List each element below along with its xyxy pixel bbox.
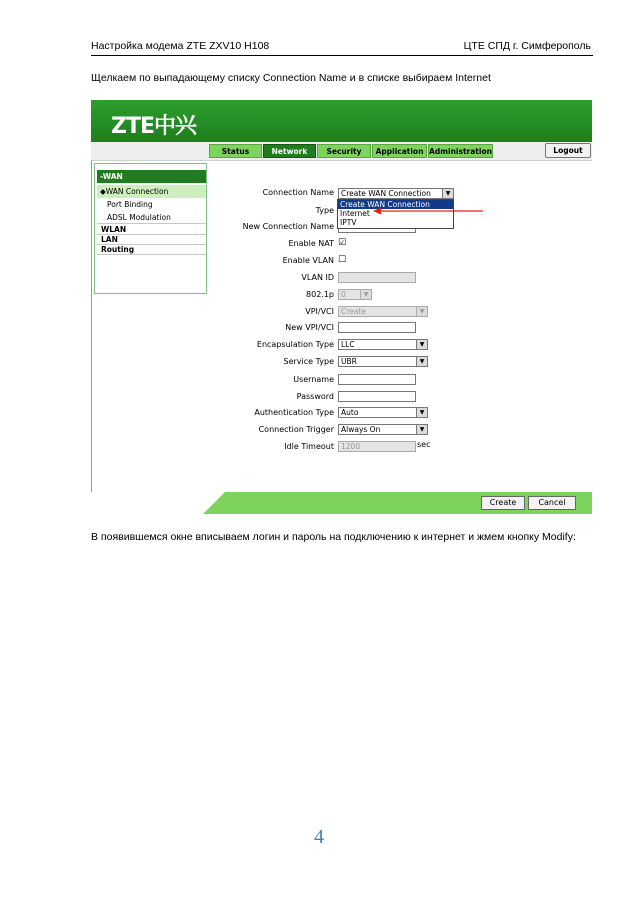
dropdown-option-internet[interactable]: Internet xyxy=(340,209,370,218)
chevron-down-icon[interactable]: ▼ xyxy=(416,408,427,417)
tab-administration[interactable]: Administration xyxy=(428,144,493,158)
encapsulation-type-label: Encapsulation Type xyxy=(256,340,334,349)
sidebar-item-routing[interactable]: Routing xyxy=(97,245,206,255)
page-number: 4 xyxy=(314,826,324,848)
sidebar-item-lan[interactable]: LAN xyxy=(97,235,206,245)
chevron-down-icon[interactable]: ▼ xyxy=(416,357,427,366)
encapsulation-type-value: LLC xyxy=(341,340,355,349)
left-rule xyxy=(91,160,92,514)
password-input[interactable] xyxy=(338,391,416,402)
connection-name-select[interactable] xyxy=(338,188,454,199)
tab-security[interactable]: Security xyxy=(317,144,371,158)
encapsulation-type-select[interactable] xyxy=(338,339,428,350)
chevron-down-icon[interactable]: ▼ xyxy=(442,189,453,198)
username-label: Username xyxy=(293,375,334,384)
sidebar-item-port-binding[interactable]: Port Binding xyxy=(107,200,153,209)
sidebar-item-adsl-modulation[interactable]: ADSL Modulation xyxy=(97,211,206,224)
p8021-select[interactable] xyxy=(338,289,372,300)
connection-name-label: Connection Name xyxy=(262,188,334,197)
idle-timeout-unit: sec xyxy=(417,440,431,449)
vpi-vci-select[interactable] xyxy=(338,306,428,317)
password-label: Password xyxy=(296,392,334,401)
sidebar-head-wan[interactable]: -WAN xyxy=(97,170,206,183)
new-vpi-vci-label: New VPI/VCI xyxy=(285,323,334,332)
chevron-down-icon[interactable]: ▼ xyxy=(416,425,427,434)
enable-vlan-checkbox[interactable]: ☐ xyxy=(338,255,347,265)
dropdown-option-create-wan[interactable]: Create WAN Connection xyxy=(338,200,453,209)
p8021-label: 802.1p xyxy=(306,290,334,299)
chevron-down-icon[interactable]: ▼ xyxy=(416,307,427,316)
connection-trigger-value: Always On xyxy=(341,425,381,434)
header-rule xyxy=(91,55,593,56)
tab-status[interactable]: Status xyxy=(209,144,262,158)
enable-vlan-label: Enable VLAN xyxy=(282,256,334,265)
authentication-type-select[interactable] xyxy=(338,407,428,418)
service-type-select[interactable] xyxy=(338,356,428,367)
idle-timeout-label: Idle Timeout xyxy=(284,442,334,451)
instruction-text-1: Щелкаем по выпадающему списку Connection Name и в списке выбираем Internet xyxy=(91,72,491,84)
doc-header-left: Настройка модема ZTE ZXV10 H108 xyxy=(91,40,270,52)
sidebar-item-wlan[interactable]: WLAN xyxy=(97,225,206,235)
tab-application[interactable]: Application xyxy=(372,144,427,158)
router-banner xyxy=(91,100,592,142)
logout-button[interactable]: Logout xyxy=(545,143,591,158)
footer-left-blank xyxy=(91,492,203,514)
vpi-vci-label: VPI/VCI xyxy=(305,307,334,316)
authentication-type-label: Authentication Type xyxy=(254,408,334,417)
sidebar-item-wan-connection[interactable]: ◆WAN Connection xyxy=(97,185,206,198)
zte-logo: ZTE中兴 xyxy=(111,114,196,139)
type-label: Type xyxy=(315,206,334,215)
chevron-down-icon[interactable]: ▼ xyxy=(360,290,371,299)
router-screenshot xyxy=(91,100,592,514)
instruction-text-2: В появившемся окне вписываем логин и пароль на подключению к интернет и жмем кнопку Modify: xyxy=(91,531,576,543)
doc-header-right: ЦТЕ СПД г. Симферополь xyxy=(463,40,591,52)
vlan-id-label: VLAN ID xyxy=(301,273,334,282)
enable-nat-label: Enable NAT xyxy=(288,239,334,248)
connection-name-value: Create WAN Connection xyxy=(341,189,431,198)
authentication-type-value: Auto xyxy=(341,408,359,417)
dropdown-option-iptv[interactable]: IPTV xyxy=(340,218,357,227)
service-type-label: Service Type xyxy=(283,357,334,366)
new-vpi-vci-input[interactable] xyxy=(338,322,416,333)
red-arrow-annotation xyxy=(371,206,487,216)
connection-trigger-label: Connection Trigger xyxy=(258,425,334,434)
create-button[interactable]: Create xyxy=(481,496,525,510)
username-input[interactable] xyxy=(338,374,416,385)
tab-network[interactable]: Network xyxy=(263,144,316,158)
service-type-value: UBR xyxy=(341,357,357,366)
top-nav xyxy=(91,142,592,161)
vlan-id-input[interactable] xyxy=(338,272,416,283)
idle-timeout-input[interactable] xyxy=(338,441,416,452)
connection-trigger-select[interactable] xyxy=(338,424,428,435)
footer-wedge xyxy=(203,492,225,514)
enable-nat-checkbox[interactable]: ☑ xyxy=(338,238,347,248)
new-connection-name-label: New Connection Name xyxy=(242,222,334,231)
p8021-value: 0 xyxy=(341,290,346,299)
vpi-vci-value: Create xyxy=(341,307,366,316)
idle-timeout-value: 1200 xyxy=(341,442,361,451)
cancel-button[interactable]: Cancel xyxy=(528,496,576,510)
chevron-down-icon[interactable]: ▼ xyxy=(416,340,427,349)
sidebar xyxy=(94,163,207,294)
